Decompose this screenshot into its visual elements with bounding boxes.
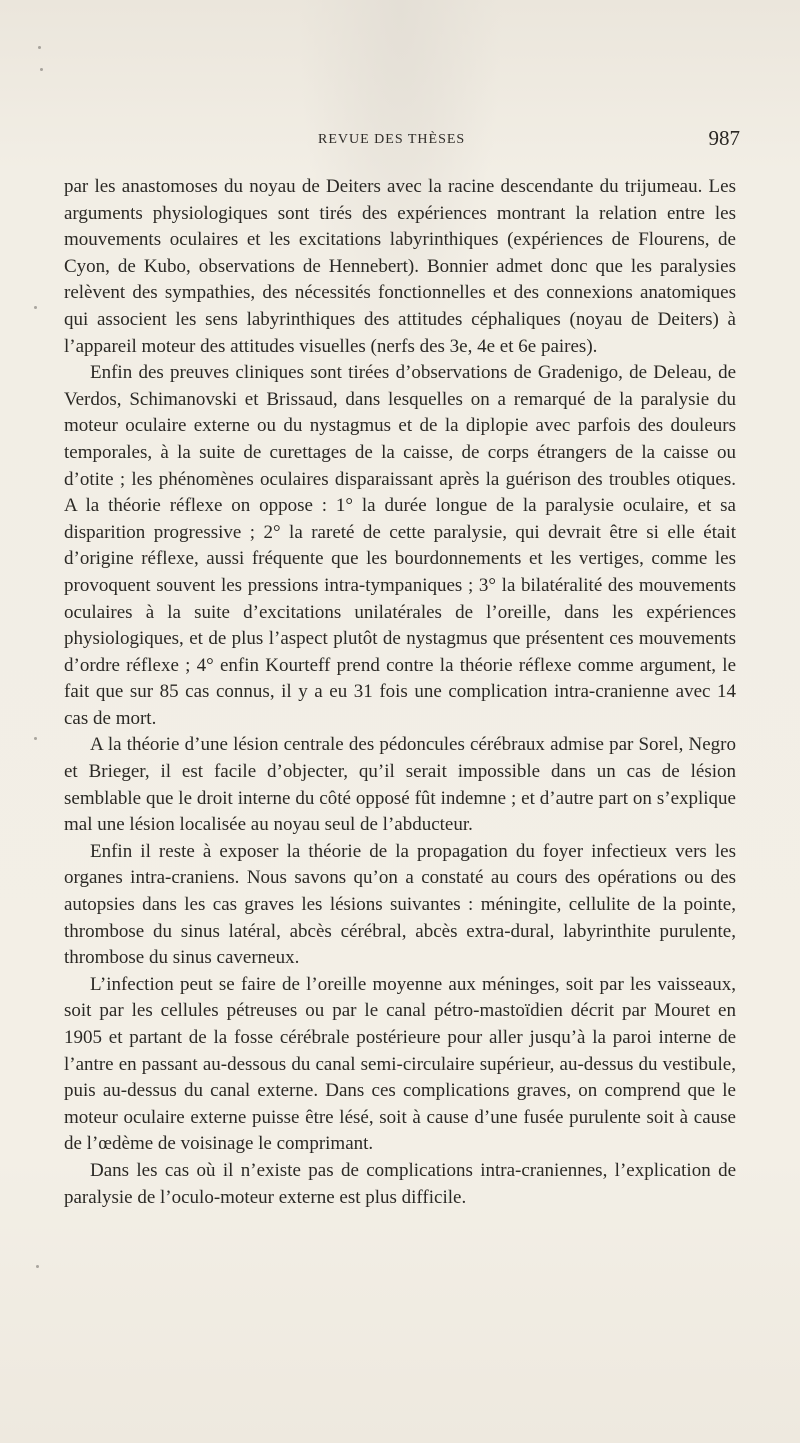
paragraph: Dans les cas où il n’existe pas de complications intra-craniennes, l’explication de paralysie de l’oculo-moteur externe est plus difficile. <box>64 1159 736 1208</box>
running-title: REVUE DES THÈSES <box>318 132 466 147</box>
page-header <box>60 128 740 158</box>
paragraph: A la théorie d’une lésion centrale des pédoncules cérébraux admise par Sorel, Negro et Brieger, il est facile d’objecter, qu’il serait impossible dans un cas de lésion semblable que le droit interne du côté opposé fût indemne ; et d’autre part on s’explique mal une lésion localisée au noyau seul de l’abducteur. <box>64 734 736 836</box>
paragraph: Enfin il reste à exposer la théorie de la propagation du foyer infectieux vers les organes intra-craniens. Nous savons qu’on a constaté au cours des opérations ou des autopsies dans les cas graves les lésions suivantes : méningite, cellulite de la pointe, thrombose du sinus latéral, abcès cérébral, abcès extra-dural, labyrinthite purulente, thrombose du sinus caverneux. <box>64 840 736 969</box>
scan-speck <box>34 737 37 740</box>
scan-speck <box>36 1265 39 1268</box>
scan-speck <box>38 46 41 49</box>
paragraph: par les anastomoses du noyau de Deiters avec la racine descendante du trijumeau. Les arguments physiologiques sont tirés des expériences montrant la relation entre les mouvements oculaires et les excitations labyrinthiques (expériences de Flourens, de Cyon, de Kubo, observations de Hennebert). Bonnier admet donc que les paralysies relèvent des sympathies, des nécessités fonctionnelles et des connexions anatomiques qui associent les sens labyrinthiques des attitudes céphaliques (noyau de Deiters) à l’appareil moteur des attitudes visuelles (nerfs des 3e, 4e et 6e paires). <box>64 176 736 357</box>
body-text <box>64 174 736 1211</box>
page-number: 987 <box>708 126 740 150</box>
scan-speck <box>40 68 43 71</box>
scan-speck <box>34 306 37 309</box>
paragraph: Enfin des preuves cliniques sont tirées d’observations de Gradenigo, de Deleau, de Verdos, Schimanovski et Brissaud, dans lesquelles on a remarqué de la paralysie du moteur oculaire externe ou du nystagmus et de la diplopie avec parfois des douleurs temporales, à la suite de curettages de la caisse, de corps étrangers de la caisse ou d’otite ; les phénomènes oculaires disparaissant après la guérison des troubles otiques. A la théorie réflexe on oppose : 1° la durée longue de la paralysie oculaire, et sa disparition progressive ; 2° la rareté de cette paralysie, qui devrait être si elle était d’origine réflexe, aussi fréquente que les bourdonnements et les vertiges, comme les provoquent souvent les pressions intra-tympaniques ; 3° la bilatéralité des mouvements oculaires à la suite d’excitations unilatérales de l’oreille, dans les expériences physiologiques, et de plus l’aspect plutôt de nystagmus que présentent ces mouvements d’ordre réflexe ; 4° enfin Kourteff prend contre la théorie réflexe comme argument, le fait que sur 85 cas connus, il y a eu 31 fois une complication intra-cranienne avec 14 cas de mort. <box>64 362 736 729</box>
paragraph: L’infection peut se faire de l’oreille moyenne aux méninges, soit par les vaisseaux, soit par les cellules pétreuses ou par le canal pétro-mastoïdien décrit par Mouret en 1905 et partant de la fosse cérébrale postérieure pour aller jusqu’à la paroi interne de l’antre en passant au-dessous du canal semi-circulaire supérieur, au-dessus du vestibule, puis au-dessus du canal externe. Dans ces complications graves, on comprend que le moteur oculaire externe puisse être lésé, soit à cause d’une fusée purulente soit à cause de l’œdème de voisinage le comprimant. <box>64 973 736 1155</box>
